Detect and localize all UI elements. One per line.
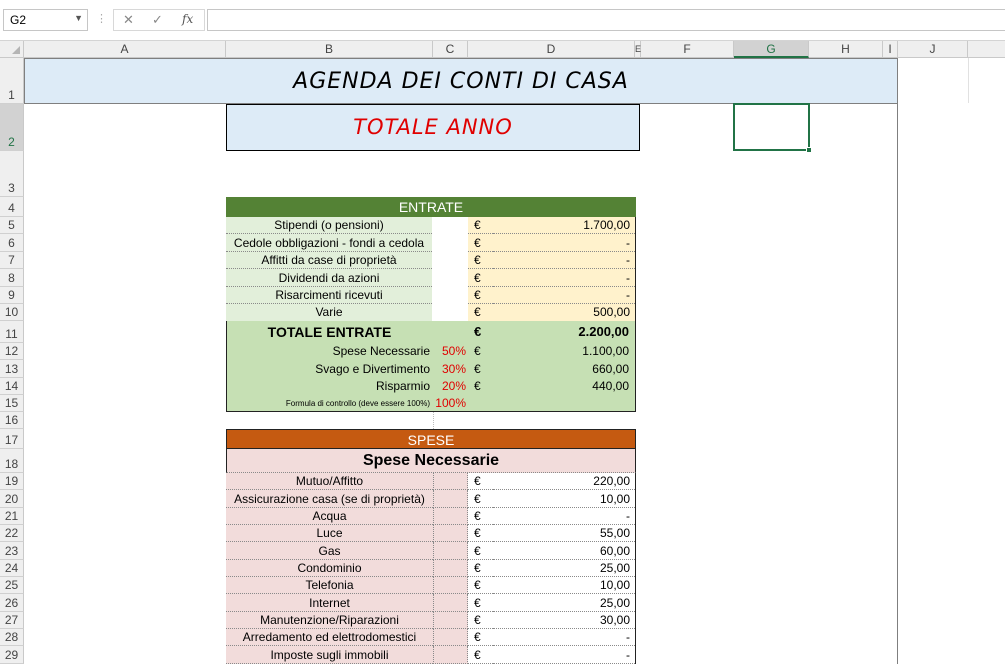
entrate-currency[interactable]: € — [468, 252, 493, 269]
spese-label[interactable]: Gas — [226, 542, 433, 560]
row-header[interactable]: 21 — [0, 508, 24, 525]
spese-value[interactable]: 25,00 — [493, 560, 635, 577]
entrate-value[interactable]: - — [493, 234, 635, 252]
spese-currency[interactable]: € — [468, 577, 493, 594]
row-header[interactable]: 17 — [0, 429, 24, 449]
row-header[interactable]: 12 — [0, 343, 24, 360]
chevron-down-icon[interactable]: ▼ — [74, 13, 83, 23]
control-formula-label[interactable]: Formula di controllo (deve essere 100%) — [285, 399, 430, 408]
row-header[interactable]: 16 — [0, 412, 24, 429]
row-header[interactable]: 18 — [0, 449, 24, 473]
allocation-pct[interactable]: 20% — [441, 379, 466, 393]
allocation-currency[interactable]: € — [474, 379, 481, 393]
row-header[interactable]: 4 — [0, 197, 24, 217]
row-header[interactable]: 3 — [0, 151, 24, 197]
row-header[interactable]: 13 — [0, 360, 24, 378]
entrate-value[interactable]: - — [493, 287, 635, 304]
column-header-a[interactable]: A — [24, 41, 226, 58]
row-header[interactable]: 24 — [0, 560, 24, 577]
spese-label[interactable]: Telefonia — [226, 577, 433, 594]
sheet-title[interactable]: AGENDA DEI CONTI DI CASA — [24, 58, 898, 104]
entrate-header[interactable]: ENTRATE — [226, 197, 636, 217]
column-header-f[interactable]: F — [641, 41, 734, 58]
insert-function-icon[interactable]: fx — [182, 12, 194, 26]
spese-label[interactable]: Condominio — [226, 560, 433, 577]
name-box-value: G2 — [10, 13, 27, 27]
name-box[interactable] — [3, 9, 88, 31]
spese-value[interactable]: 30,00 — [493, 612, 635, 629]
spese-label[interactable]: Arredamento ed elettrodomestici — [226, 629, 433, 646]
spese-value[interactable]: 25,00 — [493, 594, 635, 612]
row-header[interactable]: 6 — [0, 234, 24, 252]
spese-currency[interactable]: € — [468, 473, 493, 490]
entrate-label[interactable]: Varie — [226, 304, 432, 321]
entrate-label[interactable]: Stipendi (o pensioni) — [226, 217, 432, 234]
spese-label[interactable]: Luce — [226, 525, 433, 542]
column-header-c[interactable]: C — [433, 41, 468, 58]
spese-label[interactable]: Assicurazione casa (se di proprietà) — [226, 490, 433, 508]
allocation-value[interactable]: 660,00 — [592, 362, 629, 376]
spese-label[interactable]: Mutuo/Affitto — [226, 473, 433, 490]
spese-currency[interactable]: € — [468, 594, 493, 612]
column-header-j[interactable]: J — [898, 41, 968, 58]
spese-value[interactable]: 60,00 — [493, 542, 635, 560]
spese-currency[interactable]: € — [468, 525, 493, 542]
entrate-label[interactable]: Dividendi da azioni — [226, 269, 432, 287]
spese-value[interactable]: 220,00 — [493, 473, 635, 490]
row-header[interactable]: 2 — [0, 104, 24, 151]
row-header[interactable]: 19 — [0, 473, 24, 490]
entrate-value[interactable]: - — [493, 269, 635, 287]
column-header-d[interactable]: D — [468, 41, 635, 58]
formula-input[interactable] — [207, 9, 1005, 31]
enter-icon[interactable]: ✓ — [152, 12, 163, 27]
column-header-i[interactable]: I — [883, 41, 898, 58]
allocation-label[interactable]: Risparmio — [375, 379, 430, 393]
entrate-label[interactable]: Risarcimenti ricevuti — [226, 287, 432, 304]
row-header[interactable]: 20 — [0, 490, 24, 508]
gridline — [433, 412, 434, 429]
spese-label[interactable]: Imposte sugli immobili — [226, 646, 433, 664]
total-entrate-value[interactable]: 2.200,00 — [578, 324, 629, 339]
spese-necessarie-section[interactable]: Spese Necessarie — [226, 449, 636, 473]
spese-label[interactable]: Internet — [226, 594, 433, 612]
entrate-currency[interactable]: € — [468, 304, 493, 321]
spese-label[interactable]: Acqua — [226, 508, 433, 525]
column-header-h[interactable]: H — [809, 41, 883, 58]
allocation-label[interactable]: Spese Necessarie — [332, 344, 430, 358]
select-all-corner[interactable] — [0, 41, 24, 58]
row-header[interactable]: 25 — [0, 577, 24, 594]
total-entrate-currency[interactable]: € — [474, 324, 482, 339]
gridline — [968, 58, 969, 103]
page-break-line — [897, 58, 898, 664]
spese-value[interactable]: 10,00 — [493, 577, 635, 594]
spese-note-cell[interactable] — [433, 508, 468, 525]
spese-currency[interactable]: € — [468, 508, 493, 525]
spese-note-cell[interactable] — [433, 473, 468, 490]
row-header[interactable]: 23 — [0, 542, 24, 560]
entrate-currency[interactable]: € — [468, 287, 493, 304]
formula-bar — [0, 0, 1005, 41]
row-header[interactable]: 5 — [0, 217, 24, 234]
spese-value[interactable]: 55,00 — [493, 525, 635, 542]
spese-label[interactable]: Manutenzione/Riparazioni — [226, 612, 433, 629]
fill-handle[interactable] — [806, 147, 812, 153]
spese-note-cell[interactable] — [433, 612, 468, 629]
spese-currency[interactable]: € — [468, 542, 493, 560]
row-header[interactable]: 11 — [0, 321, 24, 343]
row-header[interactable]: 14 — [0, 378, 24, 395]
entrate-value[interactable]: 500,00 — [493, 304, 635, 321]
spese-value[interactable]: 10,00 — [493, 490, 635, 508]
column-header-b[interactable]: B — [226, 41, 433, 58]
row-header[interactable]: 22 — [0, 525, 24, 542]
row-header[interactable]: 15 — [0, 395, 24, 412]
allocation-label[interactable]: Svago e Divertimento — [315, 362, 430, 376]
spese-currency[interactable]: € — [468, 612, 493, 629]
spese-currency[interactable]: € — [468, 560, 493, 577]
column-header-e[interactable]: E — [635, 41, 641, 58]
spese-header[interactable]: SPESE — [226, 429, 636, 449]
spese-currency[interactable]: € — [468, 629, 493, 646]
row-header[interactable]: 26 — [0, 594, 24, 612]
spese-note-cell[interactable] — [433, 594, 468, 612]
entrate-currency[interactable]: € — [468, 217, 493, 234]
row-header[interactable]: 1 — [0, 58, 24, 104]
row-header[interactable]: 28 — [0, 629, 24, 646]
row-header[interactable]: 27 — [0, 612, 24, 629]
entrate-label[interactable]: Affitti da case di proprietà — [226, 252, 432, 269]
spese-note-cell[interactable] — [433, 629, 468, 646]
column-header-k[interactable] — [968, 41, 1005, 58]
entrate-value[interactable]: 1.700,00 — [493, 217, 635, 234]
allocation-pct[interactable]: 50% — [441, 344, 466, 358]
spese-note-cell[interactable] — [433, 542, 468, 560]
row-header[interactable]: 8 — [0, 269, 24, 287]
column-header-g[interactable]: G — [734, 41, 809, 58]
entrate-value[interactable]: - — [493, 252, 635, 269]
row-header[interactable]: 7 — [0, 252, 24, 269]
spese-note-cell[interactable] — [433, 525, 468, 542]
sheet-subtitle[interactable]: TOTALE ANNO — [226, 104, 640, 151]
spese-value[interactable]: - — [493, 646, 635, 664]
entrate-currency[interactable]: € — [468, 269, 493, 287]
allocation-pct[interactable]: 30% — [441, 362, 466, 376]
entrate-label[interactable]: Cedole obbligazioni - fondi a cedola — [226, 234, 432, 252]
spese-note-cell[interactable] — [433, 577, 468, 594]
total-entrate-label[interactable]: TOTALE ENTRATE — [267, 324, 392, 340]
formula-buttons — [113, 9, 205, 31]
row-header[interactable]: 9 — [0, 287, 24, 304]
spese-value[interactable]: - — [493, 629, 635, 646]
drag-handle-icon[interactable]: ⋮ — [96, 13, 107, 25]
spese-currency[interactable]: € — [468, 490, 493, 508]
selected-cell-g2[interactable] — [733, 103, 810, 151]
spese-currency[interactable]: € — [468, 646, 493, 664]
row-header[interactable]: 10 — [0, 304, 24, 321]
allocation-currency[interactable]: € — [474, 362, 481, 376]
allocation-currency[interactable]: € — [474, 344, 481, 358]
control-formula-pct[interactable]: 100% — [435, 396, 466, 410]
cancel-icon[interactable]: ✕ — [123, 12, 134, 27]
entrate-currency[interactable]: € — [468, 234, 493, 252]
spese-note-cell[interactable] — [433, 646, 468, 664]
spese-note-cell[interactable] — [433, 490, 468, 508]
allocation-value[interactable]: 1.100,00 — [582, 344, 629, 358]
row-header[interactable]: 29 — [0, 646, 24, 664]
spese-value[interactable]: - — [493, 508, 635, 525]
allocation-value[interactable]: 440,00 — [592, 379, 629, 393]
spese-note-cell[interactable] — [433, 560, 468, 577]
